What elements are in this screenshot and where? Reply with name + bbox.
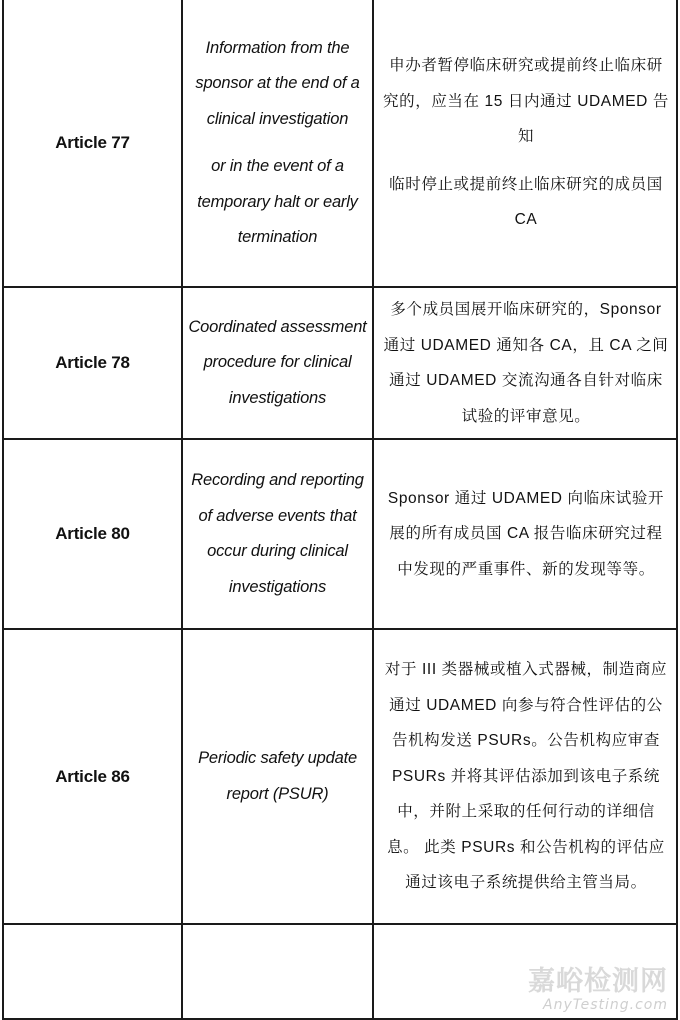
- title-paragraph: Periodic safety update report (PSUR): [198, 749, 357, 803]
- article-cell: [3, 0, 182, 287]
- description-paragraph: 对于 III 类器械或植入式器械，制造商应通过 UDAMED 向参与符合性评估的公告机构发送 PSURs。公告机构应审查 PSURs 并将其评估添加到该电子系统中，并附上采取的任何行动的详细信息。 此类 PSURs 和公告机构的评估应通过该电子系统提供给主管当局。: [384, 661, 668, 892]
- title-cell: [182, 924, 373, 1019]
- article-number: Article 80: [55, 524, 130, 543]
- title-cell: [182, 439, 373, 629]
- description-cell: [373, 924, 677, 1019]
- description-cell: [373, 439, 677, 629]
- title-paragraph: Coordinated assessment procedure for clinical investigations: [188, 317, 367, 407]
- description-cell: [373, 0, 677, 287]
- description-paragraph: 临时停止或提前终止临床研究的成员国 CA: [389, 175, 663, 229]
- title-cell: [182, 287, 373, 439]
- title-cell: [182, 0, 373, 287]
- watermark-cn-text: 嘉峪检测网: [528, 966, 668, 996]
- article-number: Article 86: [55, 766, 130, 786]
- table-row-empty: [3, 924, 677, 1019]
- title-paragraph: or in the event of a temporary halt or early termination: [197, 157, 358, 246]
- article-cell: [3, 439, 182, 629]
- description-paragraph: 多个成员国展开临床研究的，Sponsor 通过 UDAMED 通知各 CA，且 CA 之间通过 UDAMED 交流沟通各自针对临床试验的评审意见。: [383, 301, 669, 425]
- article-cell: [3, 924, 182, 1019]
- description-paragraph: 申办者暂停临床研究或提前终止临床研究的，应当在 15 日内通过 UDAMED 告知: [383, 57, 669, 146]
- table-row-article-78: [3, 287, 677, 439]
- description-cell: [373, 287, 677, 439]
- title-paragraph: Recording and reporting of adverse events that occur during clinical investigations: [191, 471, 364, 596]
- table-row-article-80: [3, 439, 677, 629]
- regulation-table: [2, 0, 678, 1020]
- article-cell: [3, 287, 182, 439]
- watermark-en-text: AnyTesting.com: [543, 997, 668, 1013]
- title-paragraph: Information from the sponsor at the end of a clinical investigation: [195, 38, 360, 128]
- article-cell: [3, 629, 182, 924]
- table-row-article-77: [3, 0, 677, 287]
- article-number: Article 78: [55, 353, 130, 372]
- description-cell: [373, 629, 677, 924]
- description-paragraph: Sponsor 通过 UDAMED 向临床试验开展的所有成员国 CA 报告临床研究过程中发现的严重事件、新的发现等等。: [387, 489, 665, 578]
- title-cell: [182, 629, 373, 924]
- article-number: Article 77: [55, 133, 130, 152]
- table-row-article-86: [3, 629, 677, 924]
